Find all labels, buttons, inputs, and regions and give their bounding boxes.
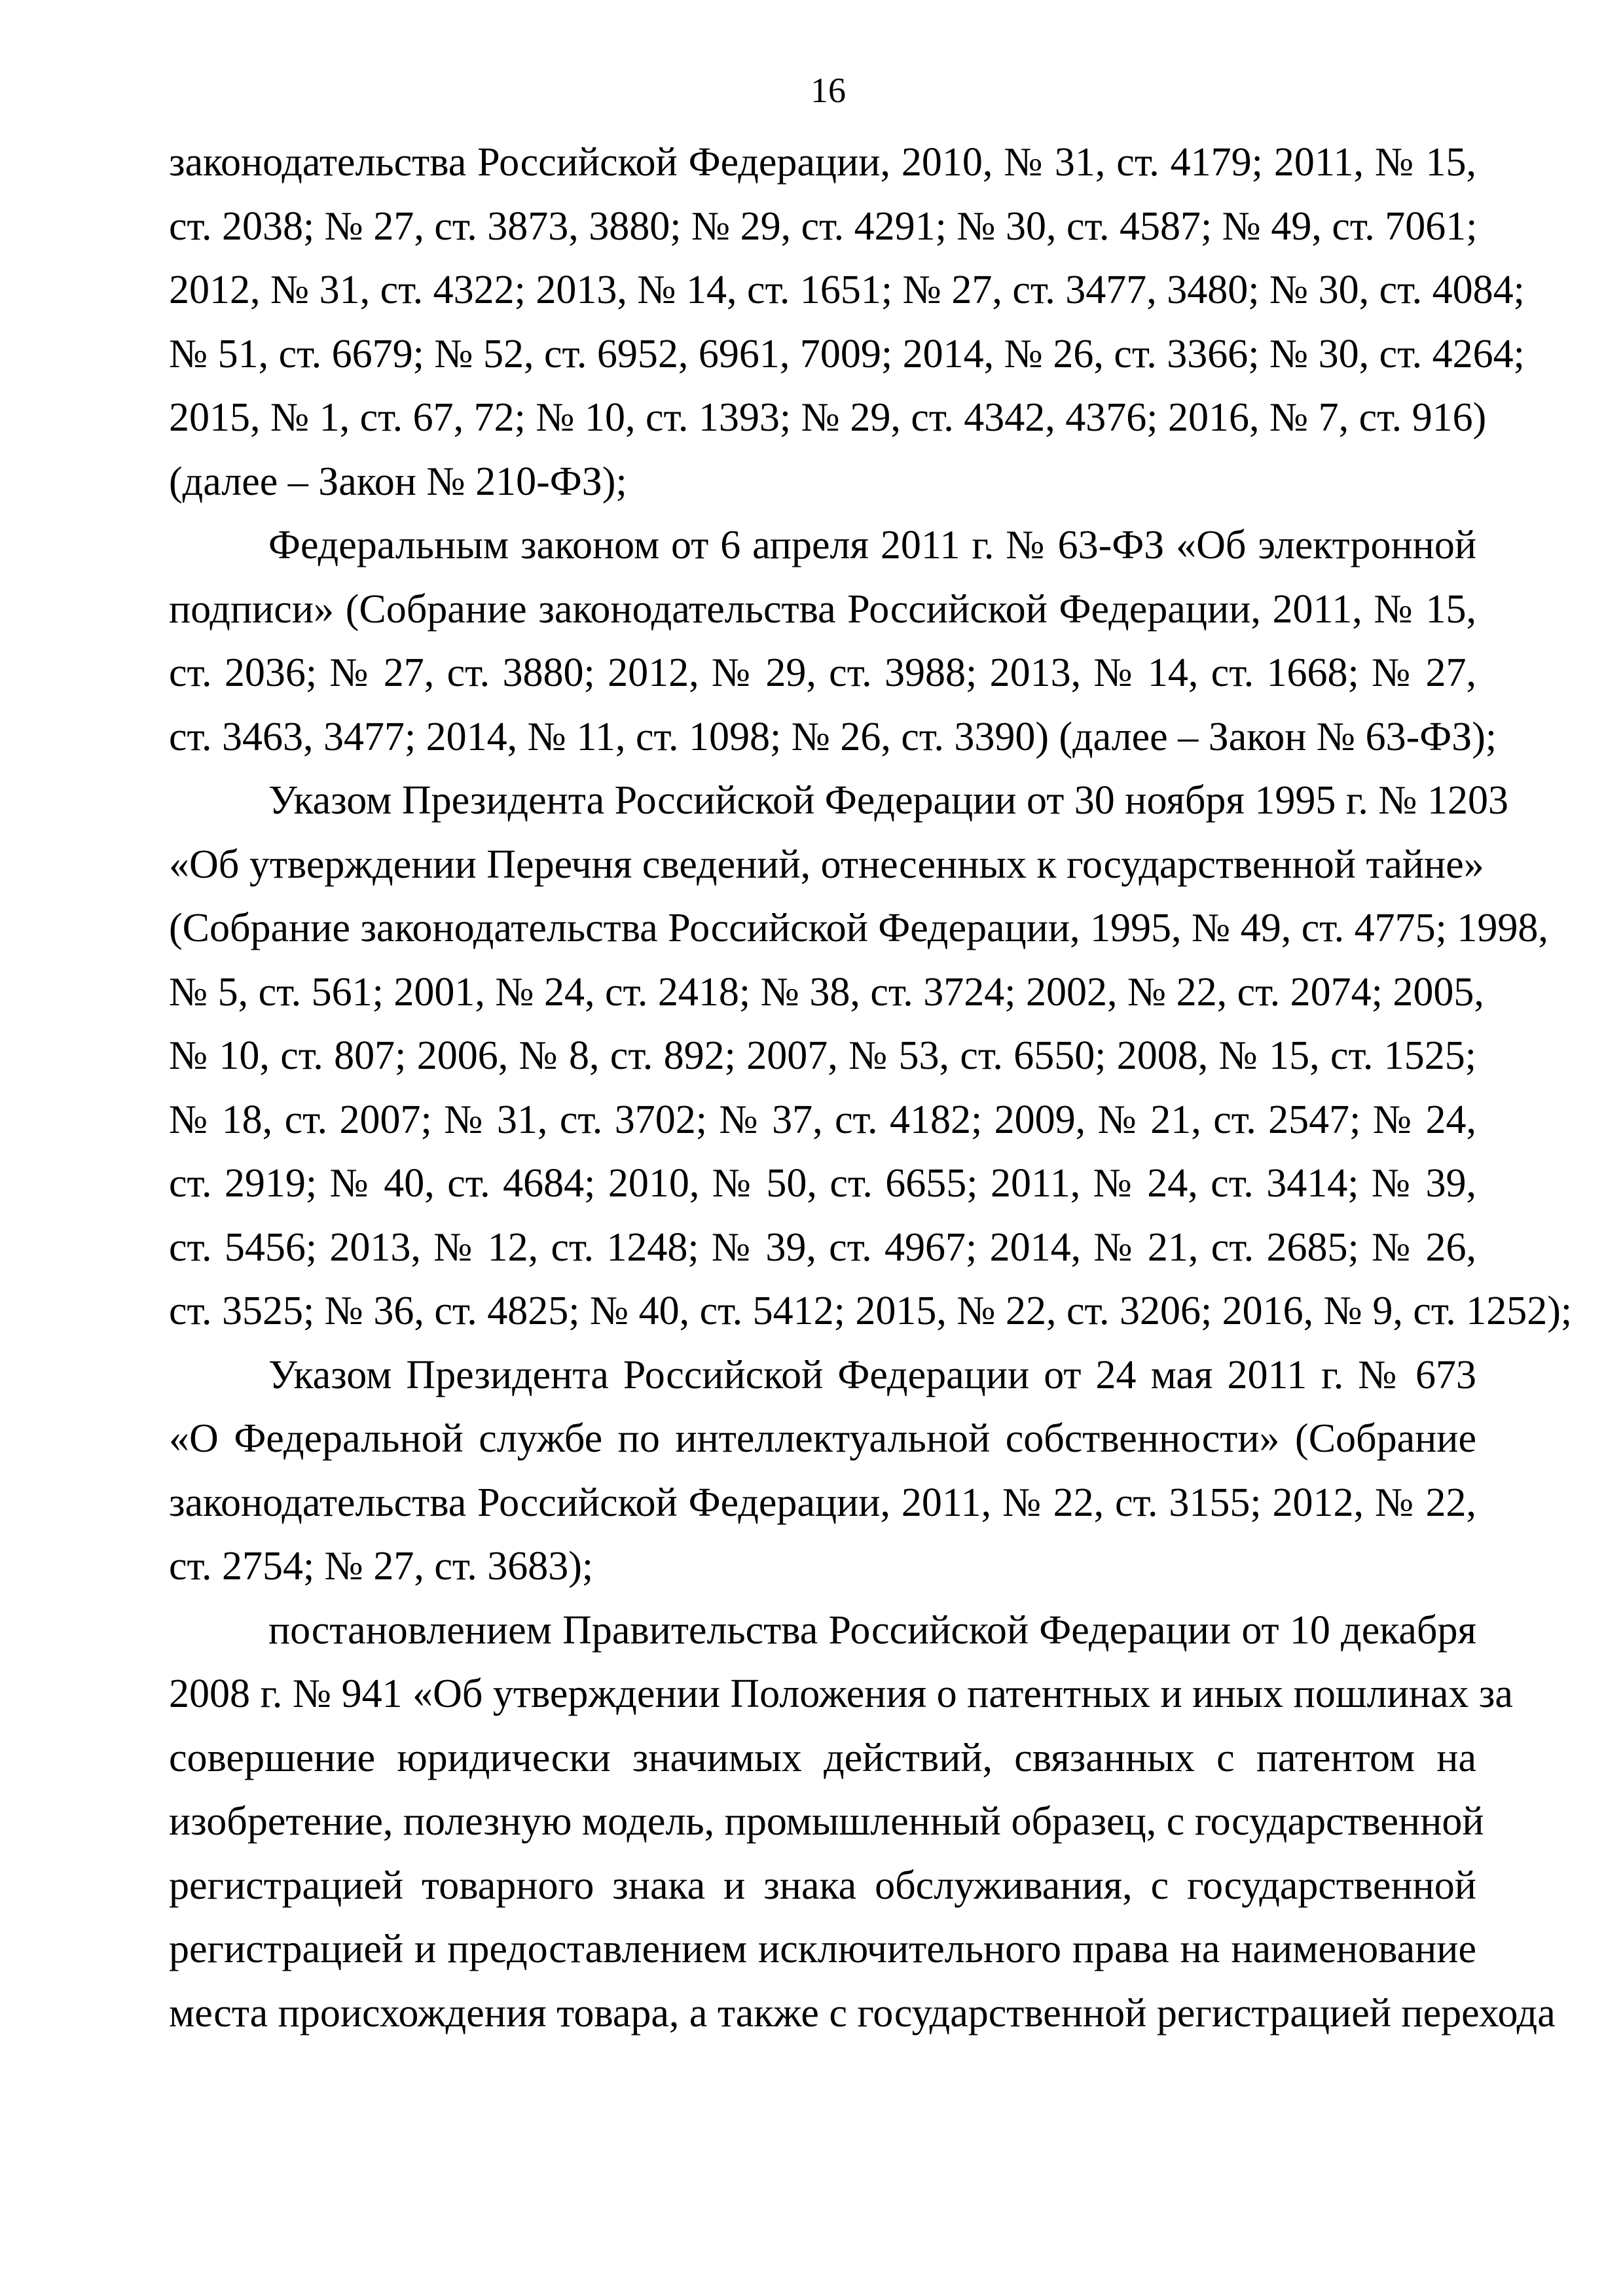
text-line: ст. 2038; № 27, ст. 3873, 3880; № 29, ст. 4291; № 30, ст. 4587; № 49, ст. 7061; [169,204,1478,249]
text-line: ст. 3463, 3477; 2014, № 11, ст. 1098; № 26, ст. 3390) (далее – Закон № 63-ФЗ); [169,714,1497,759]
text-line: законодательства Российской Федерации, 2011, № 22, ст. 3155; 2012, № 22, [169,1480,1476,1525]
paragraph-law-210-citation [169,131,1525,514]
text-line: ст. 5456; 2013, № 12, ст. 1248; № 39, ст. 4967; 2014, № 21, ст. 2685; № 26, [169,1225,1476,1270]
paragraph-decree-1203 [169,769,1573,1344]
text-line: ст. 3525; № 36, ст. 4825; № 40, ст. 5412; 2015, № 22, ст. 3206; 2016, № 9, ст. 1252); [169,1289,1573,1333]
document-body [169,131,1573,2045]
text-line: ст. 2036; № 27, ст. 3880; 2012, № 29, ст. 3988; 2013, № 14, ст. 1668; № 27, [169,651,1476,695]
paragraph-resolution-941 [169,1599,1556,2046]
text-line: 2008 г. № 941 «Об утверждении Положения о патентных и иных пошлинах за [169,1672,1513,1716]
text-line: № 51, ст. 6679; № 52, ст. 6952, 6961, 7009; 2014, № 26, ст. 3366; № 30, ст. 4264; [169,331,1525,376]
paragraph-decree-673 [169,1344,1476,1599]
text-line: ст. 2754; № 27, ст. 3683); [169,1544,594,1588]
page-number: 16 [811,71,846,110]
text-line: ст. 2919; № 40, ст. 4684; 2010, № 50, ст. 6655; 2011, № 24, ст. 3414; № 39, [169,1161,1476,1206]
text-line: 2015, № 1, ст. 67, 72; № 10, ст. 1393; № 29, ст. 4342, 4376; 2016, № 7, ст. 916) [169,395,1487,440]
text-line: подписи» (Собрание законодательства Российской Федерации, 2011, № 15, [169,586,1476,632]
text-line: № 10, ст. 807; 2006, № 8, ст. 892; 2007, № 53, ст. 6550; 2008, № 15, ст. 1525; [169,1033,1476,1078]
text-line-indented: Указом Президента Российской Федерации от 30 ноября 1995 г. № 1203 [268,778,1508,823]
text-line: № 18, ст. 2007; № 31, ст. 3702; № 37, ст. 4182; 2009, № 21, ст. 2547; № 24, [169,1097,1476,1142]
text-line: регистрацией товарного знака и знака обслуживания, с государственной [169,1863,1476,1908]
text-line: «О Федеральной службе по интеллектуальной собственности» (Собрание [169,1416,1476,1461]
text-line: регистрацией и предоставлением исключительного права на наименование [169,1927,1476,1971]
text-line: законодательства Российской Федерации, 2010, № 31, ст. 4179; 2011, № 15, [169,140,1476,185]
text-line: места происхождения товара, а также с государственной регистрацией перехода [169,1990,1556,2036]
text-line: совершение юридически значимых действий, связанных с патентом на [169,1735,1476,1780]
text-line: изобретение, полезную модель, промышленный образец, с государственной [169,1799,1484,1844]
text-line: (Собрание законодательства Российской Федерации, 1995, № 49, ст. 4775; 1998, [169,906,1548,950]
text-line-indented: постановлением Правительства Российской Федерации от 10 декабря [268,1607,1476,1653]
text-line: «Об утверждении Перечня сведений, отнесенных к государственной тайне» [169,842,1484,887]
text-line-indented: Федеральным законом от 6 апреля 2011 г. № 63-ФЗ «Об электронной [268,523,1476,567]
text-line-indented: Указом Президента Российской Федерации от 24 мая 2011 г. № 673 [268,1352,1476,1397]
text-line: № 5, ст. 561; 2001, № 24, ст. 2418; № 38, ст. 3724; 2002, № 22, ст. 2074; 2005, [169,969,1484,1014]
paragraph-law-63-fz [169,514,1497,769]
text-line: 2012, № 31, ст. 4322; 2013, № 14, ст. 1651; № 27, ст. 3477, 3480; № 30, ст. 4084; [169,268,1525,312]
text-line: (далее – Закон № 210-ФЗ); [169,459,627,504]
